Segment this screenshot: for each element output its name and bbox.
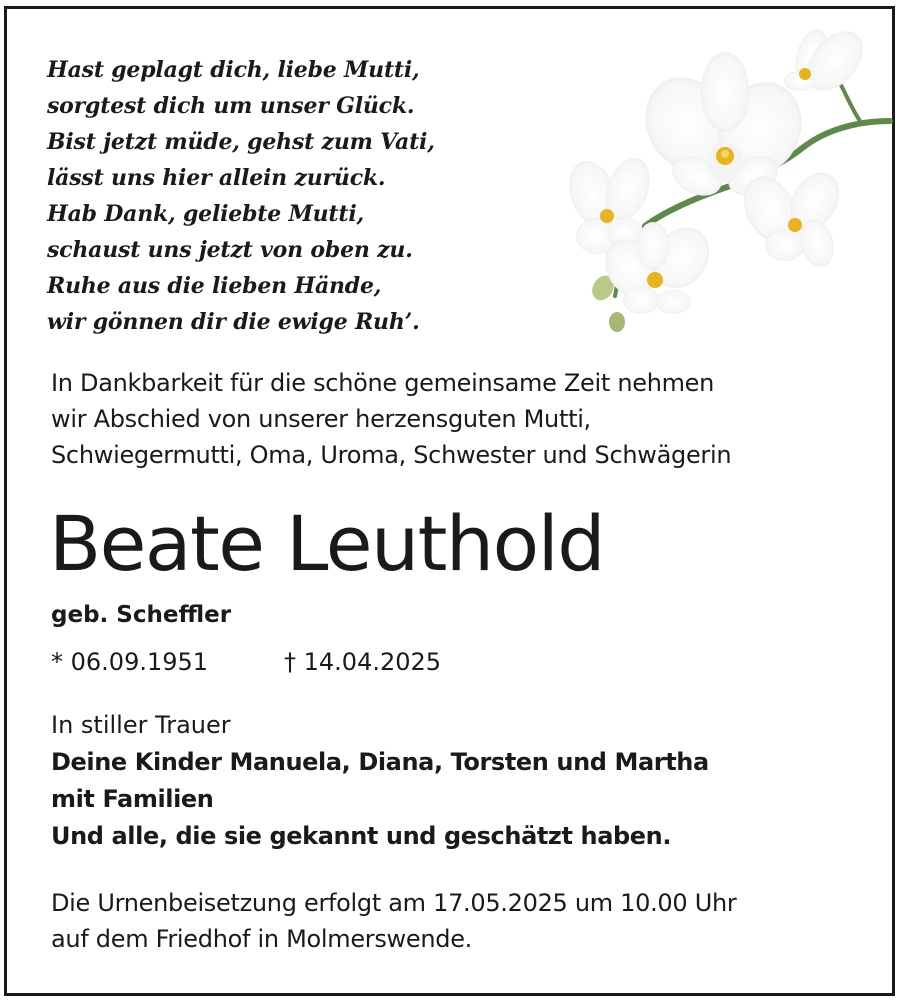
poem bbox=[47, 52, 435, 340]
poem-line: Hast geplagt dich, liebe Mutti, bbox=[47, 57, 420, 83]
mourners-line: mit Familien bbox=[51, 785, 214, 813]
poem-line: lässt uns hier allein zurück. bbox=[47, 165, 386, 191]
intro-line: Schwiegermutti, Oma, Uroma, Schwester und Schwägerin bbox=[51, 441, 732, 469]
maiden-name: geb. Scheffler bbox=[51, 602, 232, 628]
poem-line: wir gönnen dir die ewige Ruh’. bbox=[47, 309, 420, 335]
birth-date: * 06.09.1951 bbox=[51, 648, 209, 676]
mourners-line: Deine Kinder Manuela, Diana, Torsten und Martha bbox=[51, 748, 709, 776]
poem-line: schaust uns jetzt von oben zu. bbox=[47, 237, 413, 263]
intro-text bbox=[51, 365, 731, 473]
burial-line: auf dem Friedhof in Molmerswende. bbox=[51, 925, 472, 953]
poem-line: Bist jetzt müde, gehst zum Vati, bbox=[47, 129, 435, 155]
poem-line: Ruhe aus die lieben Hände, bbox=[47, 273, 382, 299]
life-dates bbox=[51, 644, 442, 680]
orchid-flower bbox=[784, 26, 874, 101]
death-date: † 14.04.2025 bbox=[284, 648, 442, 676]
poem-line: Hab Dank, geliebte Mutti, bbox=[47, 201, 364, 227]
intro-line: In Dankbarkeit für die schöne gemeinsame Zeit nehmen bbox=[51, 369, 715, 397]
orchid-image bbox=[565, 26, 895, 336]
poem-line: sorgtest dich um unser Glück. bbox=[47, 93, 415, 119]
deceased-name: Beate Leuthold bbox=[49, 499, 604, 588]
burial-notice bbox=[51, 885, 736, 957]
intro-line: wir Abschied von unserer herzensguten Mutti, bbox=[51, 405, 591, 433]
mourners bbox=[51, 707, 709, 855]
mourning-intro: In stiller Trauer bbox=[51, 711, 231, 739]
mourners-line: Und alle, die sie gekannt und geschätzt haben. bbox=[51, 822, 672, 850]
burial-line: Die Urnenbeisetzung erfolgt am 17.05.2025 um 10.00 Uhr bbox=[51, 889, 737, 917]
